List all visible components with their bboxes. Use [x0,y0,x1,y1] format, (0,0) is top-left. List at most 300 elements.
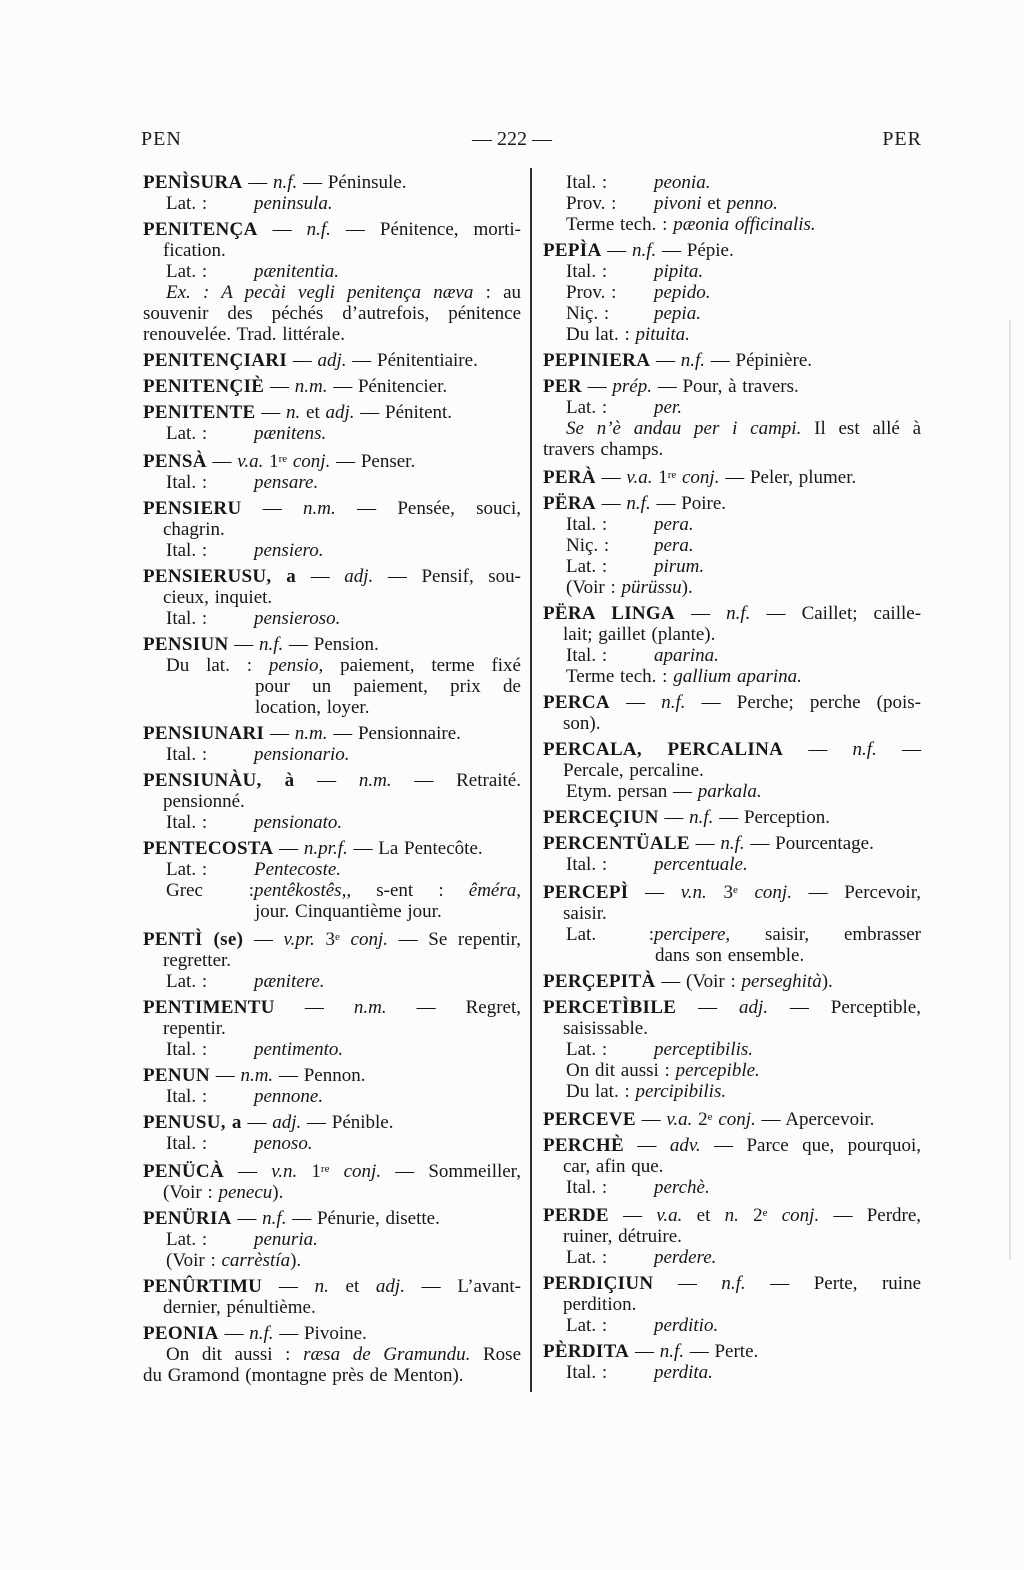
text-segment: v.a. [666,1109,693,1130]
text-segment: A pecài vegli penitença næva [221,282,474,303]
entry-line [143,1276,521,1297]
scan-edge-artifact [1009,320,1011,1260]
headword: PENÜCÀ [143,1161,224,1182]
entry-line [543,514,921,535]
text-segment: carrèstía [221,1250,291,1271]
headword: PÈRDITA [543,1341,630,1362]
text-segment: Niç. : [566,303,610,324]
text-segment: percipibilis. [635,1081,727,1102]
headword: PERDE [543,1205,609,1226]
text-segment: n.f. [721,1273,746,1294]
headword: PER [543,376,582,397]
text-segment: son). [563,713,601,734]
entry-line [143,791,521,812]
entry-line [143,1112,521,1133]
text-segment: Percale, percaline. [563,760,704,781]
text-segment: pipita. [654,261,704,282]
text-segment: — [750,603,802,624]
entry-line [543,1247,921,1268]
text-segment: ). [290,1250,302,1271]
dictionary-entry [143,1323,521,1386]
entry-line [143,1159,521,1182]
text-segment: n.pr.f. [303,838,348,859]
text-segment: — [283,634,314,655]
text-segment: regretter. [163,950,232,971]
text-segment: — [719,467,750,488]
dictionary-entry [143,172,521,214]
text-segment: Pennon. [303,1065,366,1086]
text-segment: — [744,833,776,854]
headword: PEPINIERA [543,350,651,371]
text-segment: n.f. [632,240,657,261]
entry-line [543,303,921,324]
entry-line [543,739,921,760]
entry-line [143,838,521,859]
dictionary-entry [543,172,921,235]
entry-line [543,1018,921,1039]
text-segment: adv. [669,1135,701,1156]
text-segment: — [264,723,295,744]
entry-line [143,1086,521,1107]
text-segment: — [206,451,238,472]
headword: PERCEPÌ [543,882,629,903]
entry-line [543,465,921,488]
text-segment: (Voir : [166,1250,222,1271]
headword: PEONIA [143,1323,219,1344]
text-segment: perseghità [741,971,822,992]
text-segment: 1 [652,467,668,488]
text-segment: Pour, à travers. [682,376,799,397]
dictionary-entry [543,240,921,345]
text-segment: ). [272,1182,284,1203]
text-segment: Perception. [743,807,830,828]
headword: PENÛRTIMU [143,1276,263,1297]
headword: PENSIERUSU, a [143,566,297,587]
text-segment: location, loyer. [255,697,370,718]
text-segment: — [876,739,922,760]
text-segment: repentir. [163,1018,226,1039]
entry-line [543,418,921,439]
text-segment: pituita. [635,324,690,345]
text-segment: re [278,453,288,465]
text-segment: cieux, inquiet. [163,587,273,608]
text-segment: Ital. : [166,812,208,833]
text-segment: — [243,929,284,950]
text-segment: Lat. : [566,1315,608,1336]
text-segment: — [404,1276,458,1297]
text-segment: conj. [712,1109,756,1130]
text-segment: Lat. : [166,261,208,282]
headword: PENITENÇIARI [143,350,288,371]
text-segment: Penser. [360,451,416,472]
dictionary-entry [143,927,521,992]
text-segment: n.f. [726,603,751,624]
text-segment: Prov. : [566,193,617,214]
dictionary-entry [543,1203,921,1268]
text-segment: Pension. [313,634,379,655]
dictionary-entry [543,971,921,992]
entry-line [543,880,921,903]
text-segment: — [231,1208,263,1229]
entry-line [143,1323,521,1344]
dictionary-entry [143,1276,521,1318]
dictionary-entry [543,739,921,802]
text-segment: Pénitencier. [357,376,448,397]
text-segment: perdition. [563,1294,637,1315]
dictionary-entry [543,350,921,371]
columns-container [143,172,921,1391]
text-segment: 3 [706,882,733,903]
text-segment: pennone. [254,1086,324,1107]
text-segment: Pénitent. [385,402,453,423]
text-segment: pensionato. [254,812,343,833]
text-segment: perditio. [654,1315,719,1336]
text-segment: perdita. [654,1362,713,1383]
text-segment: — [651,376,683,397]
text-segment: car, afin que. [563,1156,664,1177]
text-segment: n.f. [259,634,284,655]
text-segment: n.f. [852,739,877,760]
text-segment: conj. [339,929,388,950]
entry-line [543,713,921,734]
headword: PENUN [143,1065,210,1086]
entry-line [143,655,521,676]
text-segment: Terme tech. : [566,214,674,235]
text-segment: Pénitence, morti- [379,219,521,240]
entry-line [143,812,521,833]
entry-line [543,350,921,371]
text-segment: peninsula. [254,193,333,214]
text-segment: Du lat. : [566,324,636,345]
text-segment: saisissable. [563,1018,648,1039]
text-segment: Ital. : [166,1086,208,1107]
dictionary-entry [143,350,521,371]
text-segment: — [228,634,260,655]
text-segment: Prov. : [566,282,617,303]
entry-line [143,676,521,697]
entry-line [543,997,921,1018]
entry-line [543,645,921,666]
running-head-left: PEN [141,128,182,150]
dictionary-entry [143,770,521,833]
entry-line [543,1081,921,1102]
entry-line [143,1297,521,1318]
text-segment: penecu [218,1182,273,1203]
text-segment: Lat. : [166,859,208,880]
text-segment: — [683,1341,715,1362]
text-segment: et [682,1205,725,1226]
entry-line [143,859,521,880]
dictionary-entry [143,1159,521,1203]
entry-line [543,577,921,598]
text-segment: — [755,1109,786,1130]
text-segment: — [273,838,304,859]
text-segment: — [623,1135,670,1156]
entry-line [543,624,921,645]
text-segment: Ital. : [166,608,208,629]
text-segment: Ital. : [566,1362,608,1383]
text-segment: v.n. [271,1161,298,1182]
text-segment: pera. [654,514,694,535]
text-segment: per. [654,397,682,418]
text-segment: n.m. [294,376,328,397]
text-segment: pour un paiement, prix de [255,676,521,697]
text-segment: Peler, plumer. [749,467,857,488]
headword: PENTIMENTU [143,997,275,1018]
entry-line [143,971,521,992]
entry-line [543,1315,921,1336]
text-segment: — [354,402,386,423]
entry-line [143,303,521,324]
text-segment: Ital. : [166,540,208,561]
dictionary-entry [543,1135,921,1198]
text-segment: e [762,1207,768,1219]
text-segment: — [628,882,681,903]
entry-line [543,945,921,966]
text-segment: n.f. [249,1323,274,1344]
text-segment: Lat. : [166,971,208,992]
text-segment: Ital. : [166,472,208,493]
text-segment: adj. [317,350,347,371]
text-segment: et [300,402,326,423]
entry-line [543,1135,921,1156]
text-segment: — [609,692,662,713]
text-segment: — [330,451,361,472]
headword: PERÀ [543,467,596,488]
entry-line [543,924,921,945]
text-segment: Pépinière. [735,350,813,371]
text-segment: Perche; perche (pois- [736,692,921,713]
entry-line [143,1182,521,1203]
text-segment: Lat. : [566,397,608,418]
text-segment: — [608,1205,657,1226]
text-segment: Pourcentage. [775,833,874,854]
text-segment: pentêkostês,, [254,880,352,901]
entry-line [143,219,521,240]
text-segment: — [595,467,627,488]
text-segment: n.f. [306,219,331,240]
text-segment: n. [724,1205,739,1226]
text-segment: saisir. [563,903,607,924]
text-segment: n.f. [720,833,745,854]
entry-line [543,666,921,687]
text-segment: penoso. [254,1133,313,1154]
text-segment: du Gramond (montagne près de Menton). [143,1365,464,1386]
text-segment: Du lat. : [166,655,269,676]
running-head-right: PER [882,128,922,150]
text-segment: travers champs. [543,439,664,460]
text-segment: — [650,350,681,371]
text-segment: penuria. [254,1229,318,1250]
entry-line [143,1133,521,1154]
column-right [543,172,921,1391]
text-segment: dernier, pénultième. [163,1297,316,1318]
entry-line [143,608,521,629]
entry-line [143,723,521,744]
entry-line [143,927,521,950]
text-segment: n.m. [353,997,387,1018]
text-segment: Ital. : [566,854,608,875]
text-segment: n.f. [661,692,686,713]
text-segment: — [335,498,398,519]
dictionary-entry [543,1273,921,1336]
entry-line [143,324,521,345]
text-segment: Terme tech. : [566,666,674,687]
entry-line [143,1250,521,1271]
entry-line [543,324,921,345]
text-segment: — [218,1323,250,1344]
text-segment: percepible. [675,1060,760,1081]
entry-line [543,833,921,854]
entry-line [543,193,921,214]
text-segment: v.a. [626,467,653,488]
entry-line [143,350,521,371]
text-segment: 1 [263,451,279,472]
text-segment: — [301,1112,332,1133]
entry-line [143,519,521,540]
entry-line [143,240,521,261]
text-segment: perceptibilis. [654,1039,754,1060]
text-segment: n.f. [626,493,651,514]
dictionary-entry [543,692,921,734]
text-segment: Pensionnaire. [357,723,461,744]
dictionary-entry [543,997,921,1102]
text-segment: Perte, ruine [813,1273,922,1294]
entry-line [543,1226,921,1247]
text-segment: pænitentia. [254,261,339,282]
text-segment: conj. [767,1205,820,1226]
text-segment: Apercevoir. [785,1109,875,1130]
dictionary-entry [543,880,921,966]
entry-line [143,1365,521,1386]
dictionary-entry [543,493,921,598]
text-segment: Pentecoste. [254,859,342,880]
text-segment: , saisir, embrasser [725,924,921,945]
dictionary-entry [143,449,521,493]
text-segment: Ital. : [566,1177,608,1198]
text-segment: n.f. [273,172,298,193]
headword: PENITENTE [143,402,256,423]
entry-line [543,282,921,303]
text-segment: — [273,1065,304,1086]
text-segment: pürüssu [621,577,682,598]
text-segment: — [653,1273,722,1294]
entry-line [543,1039,921,1060]
text-segment: e [707,1111,713,1123]
text-segment: pensio [268,655,319,676]
entry-line [143,1065,521,1086]
text-segment: — [264,376,295,397]
text-segment: pensionné. [163,791,245,812]
headword: PENTÌ (se) [143,929,244,950]
dictionary-entry [143,1112,521,1154]
text-segment: et [701,193,727,214]
text-segment: ). [681,577,693,598]
text-segment: ruiner, détruire. [563,1226,682,1247]
text-segment: Se n’è andau per i campi. [566,418,802,439]
text-segment: chagrin. [163,519,225,540]
dictionary-entry [143,1208,521,1271]
entry-line [143,634,521,655]
text-segment: — [373,566,422,587]
text-segment: Lat. : [166,193,208,214]
text-segment: — [791,882,845,903]
text-segment: jour. Cinquantième jour. [255,901,442,922]
entry-line [143,901,521,922]
entry-line [543,1203,921,1226]
text-segment: gallium aparina. [673,666,802,687]
dictionary-entry [143,498,521,561]
entry-line [543,1273,921,1294]
headword: PENÜRIA [143,1208,232,1229]
text-segment: adj. [344,566,374,587]
text-segment: n. [314,1276,329,1297]
text-segment: — [286,1208,317,1229]
text-segment: e [334,931,340,943]
text-segment: — [656,240,687,261]
dictionary-entry [543,465,921,488]
text-segment: — [287,350,318,371]
text-segment: — [675,603,727,624]
text-segment: renouvelée. Trad. littérale. [143,324,345,345]
text-segment: pepia. [654,303,701,324]
text-segment: Sommeiller, [428,1161,522,1182]
text-segment: — [257,219,307,240]
headword: PERCEVE [543,1109,636,1130]
text-segment: v.a. [237,451,264,472]
entry-line [543,493,921,514]
entry-line [543,854,921,875]
entry-line [543,1341,921,1362]
text-segment: Ital. : [566,645,608,666]
entry-line [143,1229,521,1250]
text-segment: Perte. [714,1341,759,1362]
text-segment: Perdre, [866,1205,922,1226]
text-segment: s-ent : [351,880,469,901]
text-segment: On dit aussi : [566,1060,676,1081]
text-segment: — [819,1205,867,1226]
text-segment: — [241,1112,273,1133]
text-segment: n.m. [303,498,336,519]
dictionary-entry [543,1341,921,1383]
entry-line [543,692,921,713]
text-segment: — [296,566,345,587]
text-segment: n.f. [659,1341,684,1362]
text-segment: pensiero. [254,540,324,561]
text-segment: Poire. [681,493,727,514]
headword: PENÌSURA [143,172,243,193]
text-segment: Caillet; caille- [801,603,922,624]
headword: PERCETÌBILE [543,997,677,1018]
entry-line [143,697,521,718]
text-segment: — [330,219,380,240]
text-segment: La Pentecôte. [378,838,483,859]
entry-line [543,1060,921,1081]
entry-line [143,376,521,397]
text-segment: — [595,493,627,514]
text-segment: — [700,1135,747,1156]
text-segment: Grec : [166,880,254,901]
text-segment: On dit aussi : [166,1344,304,1365]
text-segment: Pensée, souci, [397,498,521,519]
text-segment: adj. [738,997,768,1018]
text-segment: pentimento. [254,1039,344,1060]
text-segment: Parce que, pourquoi, [746,1135,922,1156]
text-segment: n.m. [294,723,328,744]
entry-line [543,1107,921,1130]
text-segment: Regret, [465,997,521,1018]
headword: PENSIERU [143,498,242,519]
